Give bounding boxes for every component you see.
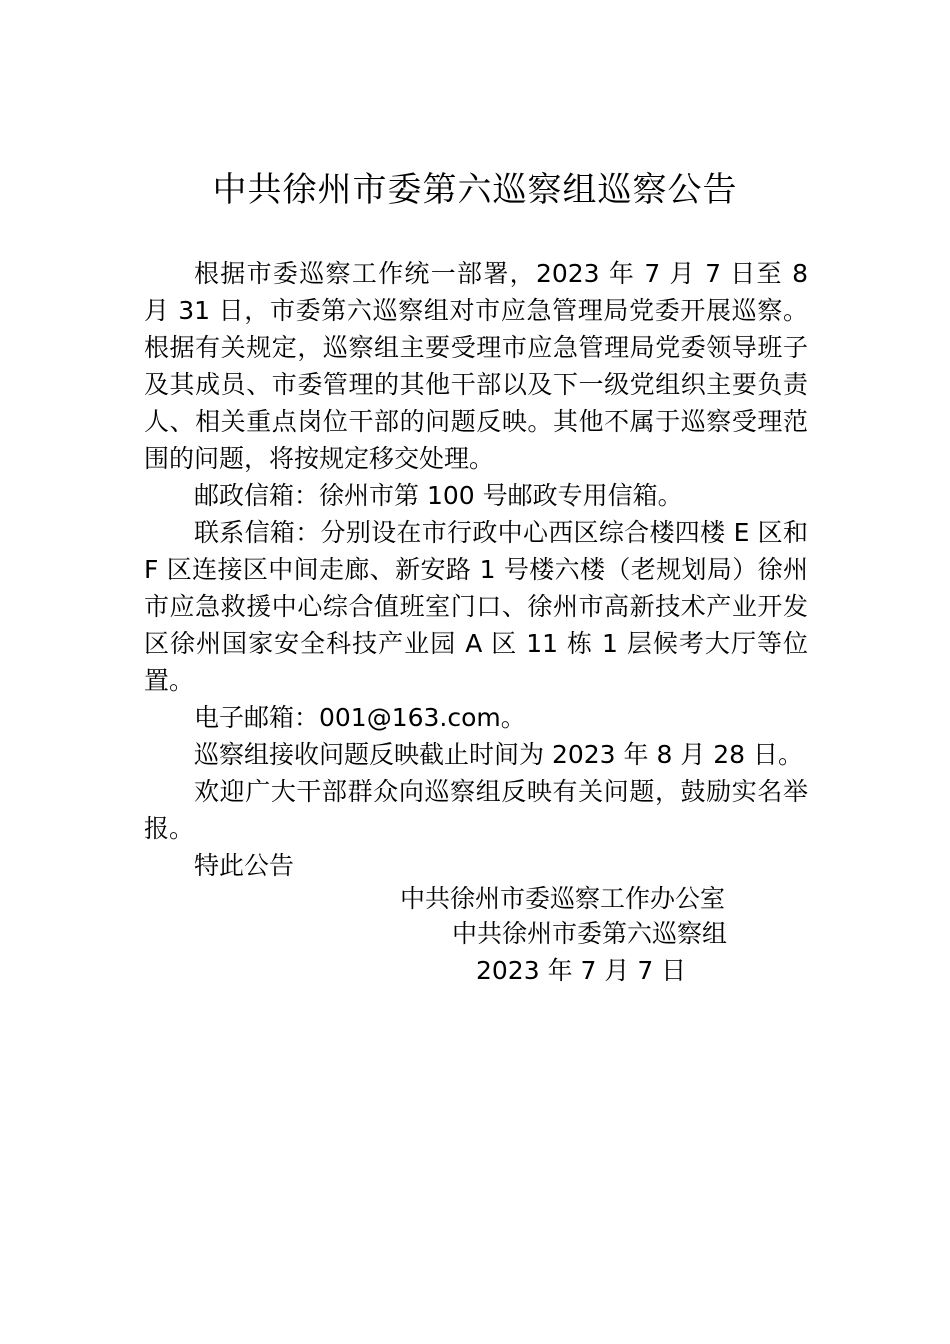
paragraph-email: 电子邮箱：001@163.com。 [194,703,526,732]
paragraph-contact-boxes: 联系信箱：分别设在市行政中心西区综合楼四楼 E 区和 F 区连接区中间走廊、新安路 1 号楼六楼（老规划局）徐州市应急救援中心综合值班室门口、徐州市高新技术产业开发区徐州国家安全科技产业园 A 区 11 栋 1 层候考大厅等位置。 [144,518,808,695]
paragraph-inspection-scope: 根据市委巡察工作统一部署，2023 年 7 月 7 日至 8 月 31 日，市委第六巡察组对市应急管理局党委开展巡察。根据有关规定，巡察组主要受理市应急管理局党委领导班子及其成员、市委管理的其他干部以及下一级党组织主要负责人、相关重点岗位干部的问题反映。其他不属于巡察受理范围的问题，将按规定移交处理。 [144,259,808,473]
document-body [144,255,808,884]
paragraph-welcome: 欢迎广大干部群众向巡察组反映有关问题，鼓励实名举报。 [144,777,808,843]
document-title: 中共徐州市委第六巡察组巡察公告 [212,170,738,210]
paragraph-closing: 特此公告 [194,851,295,880]
paragraph-postal-box: 邮政信箱：徐州市第 100 号邮政专用信箱。 [194,481,683,510]
paragraph-deadline: 巡察组接收问题反映截止时间为 2023 年 8 月 28 日。 [194,740,804,769]
signature-group: 中共徐州市委第六巡察组 [452,919,728,948]
signature-office: 中共徐州市委巡察工作办公室 [400,884,726,913]
signature-date: 2023 年 7 月 7 日 [476,956,687,985]
